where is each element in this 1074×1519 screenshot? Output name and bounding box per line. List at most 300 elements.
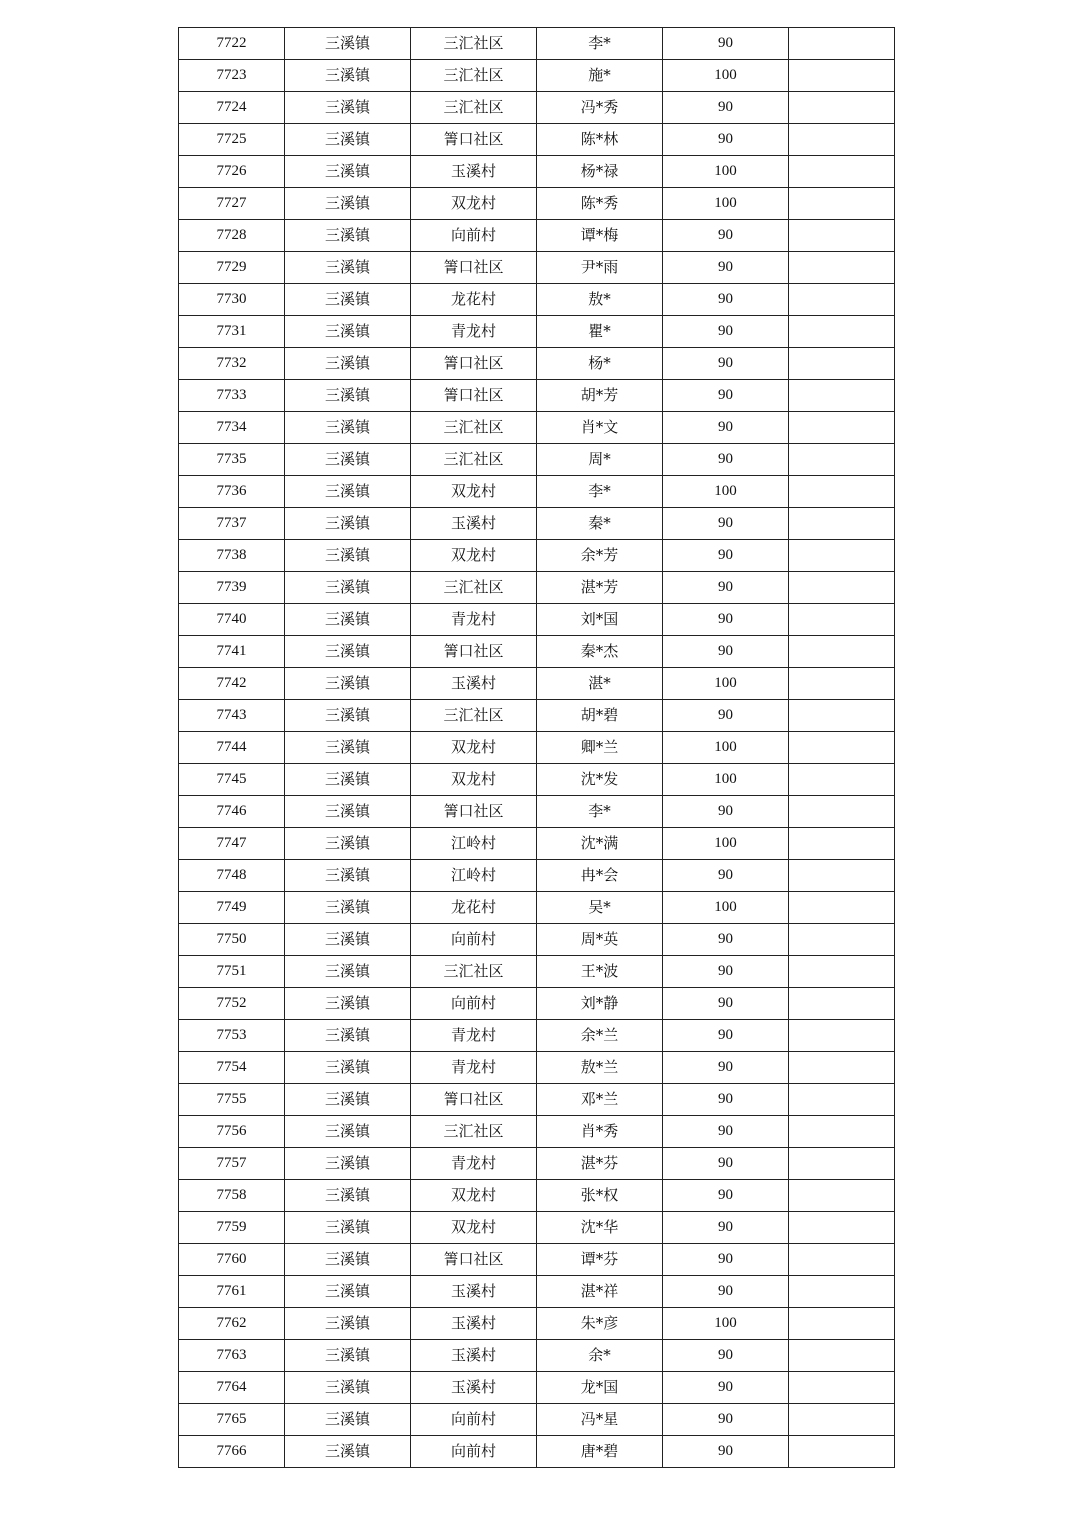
amount-cell: 90	[663, 1340, 789, 1372]
table-row	[179, 1020, 895, 1052]
name-cell: 沈*发	[537, 764, 663, 796]
remark-cell	[789, 316, 895, 348]
table-row	[179, 892, 895, 924]
village-cell: 箐口社区	[411, 636, 537, 668]
table-row	[179, 412, 895, 444]
village-cell: 龙花村	[411, 892, 537, 924]
remark-cell	[789, 572, 895, 604]
amount-cell: 90	[663, 540, 789, 572]
amount-cell: 90	[663, 572, 789, 604]
name-cell: 肖*秀	[537, 1116, 663, 1148]
roster-table-body	[179, 28, 895, 1468]
amount-cell: 100	[663, 732, 789, 764]
remark-cell	[789, 956, 895, 988]
table-row	[179, 28, 895, 60]
name-cell: 刘*国	[537, 604, 663, 636]
table-row	[179, 700, 895, 732]
table-row	[179, 1308, 895, 1340]
amount-cell: 90	[663, 284, 789, 316]
serial-number-cell: 7762	[179, 1308, 285, 1340]
table-row	[179, 860, 895, 892]
serial-number-cell: 7757	[179, 1148, 285, 1180]
village-cell: 三汇社区	[411, 444, 537, 476]
name-cell: 李*	[537, 28, 663, 60]
name-cell: 沈*华	[537, 1212, 663, 1244]
name-cell: 冉*会	[537, 860, 663, 892]
remark-cell	[789, 508, 895, 540]
town-cell: 三溪镇	[285, 796, 411, 828]
town-cell: 三溪镇	[285, 28, 411, 60]
remark-cell	[789, 60, 895, 92]
village-cell: 向前村	[411, 924, 537, 956]
serial-number-cell: 7756	[179, 1116, 285, 1148]
table-row	[179, 828, 895, 860]
village-cell: 箐口社区	[411, 1244, 537, 1276]
serial-number-cell: 7743	[179, 700, 285, 732]
amount-cell: 90	[663, 604, 789, 636]
amount-cell: 90	[663, 124, 789, 156]
serial-number-cell: 7750	[179, 924, 285, 956]
amount-cell: 90	[663, 316, 789, 348]
village-cell: 三汇社区	[411, 956, 537, 988]
remark-cell	[789, 380, 895, 412]
village-cell: 向前村	[411, 1436, 537, 1468]
village-cell: 三汇社区	[411, 92, 537, 124]
serial-number-cell: 7728	[179, 220, 285, 252]
remark-cell	[789, 924, 895, 956]
remark-cell	[789, 988, 895, 1020]
table-row	[179, 1276, 895, 1308]
amount-cell: 90	[663, 1244, 789, 1276]
village-cell: 玉溪村	[411, 1308, 537, 1340]
remark-cell	[789, 540, 895, 572]
amount-cell: 90	[663, 796, 789, 828]
town-cell: 三溪镇	[285, 1372, 411, 1404]
amount-cell: 90	[663, 348, 789, 380]
serial-number-cell: 7735	[179, 444, 285, 476]
name-cell: 杨*禄	[537, 156, 663, 188]
town-cell: 三溪镇	[285, 412, 411, 444]
village-cell: 箐口社区	[411, 124, 537, 156]
serial-number-cell: 7747	[179, 828, 285, 860]
amount-cell: 100	[663, 156, 789, 188]
serial-number-cell: 7766	[179, 1436, 285, 1468]
amount-cell: 90	[663, 1052, 789, 1084]
name-cell: 胡*芳	[537, 380, 663, 412]
name-cell: 周*	[537, 444, 663, 476]
serial-number-cell: 7734	[179, 412, 285, 444]
village-cell: 江岭村	[411, 860, 537, 892]
table-row	[179, 60, 895, 92]
table-row	[179, 796, 895, 828]
town-cell: 三溪镇	[285, 700, 411, 732]
town-cell: 三溪镇	[285, 1084, 411, 1116]
village-cell: 青龙村	[411, 1148, 537, 1180]
remark-cell	[789, 1308, 895, 1340]
amount-cell: 90	[663, 988, 789, 1020]
serial-number-cell: 7724	[179, 92, 285, 124]
town-cell: 三溪镇	[285, 476, 411, 508]
name-cell: 施*	[537, 60, 663, 92]
village-cell: 三汇社区	[411, 412, 537, 444]
table-row	[179, 1404, 895, 1436]
name-cell: 张*权	[537, 1180, 663, 1212]
serial-number-cell: 7732	[179, 348, 285, 380]
serial-number-cell: 7755	[179, 1084, 285, 1116]
village-cell: 向前村	[411, 220, 537, 252]
remark-cell	[789, 860, 895, 892]
table-row	[179, 508, 895, 540]
remark-cell	[789, 796, 895, 828]
table-row	[179, 956, 895, 988]
town-cell: 三溪镇	[285, 636, 411, 668]
amount-cell: 100	[663, 764, 789, 796]
serial-number-cell: 7729	[179, 252, 285, 284]
serial-number-cell: 7761	[179, 1276, 285, 1308]
village-cell: 双龙村	[411, 188, 537, 220]
table-row	[179, 156, 895, 188]
village-cell: 双龙村	[411, 1212, 537, 1244]
town-cell: 三溪镇	[285, 124, 411, 156]
remark-cell	[789, 604, 895, 636]
table-row	[179, 572, 895, 604]
village-cell: 三汇社区	[411, 1116, 537, 1148]
table-row	[179, 444, 895, 476]
town-cell: 三溪镇	[285, 892, 411, 924]
serial-number-cell: 7758	[179, 1180, 285, 1212]
village-cell: 玉溪村	[411, 668, 537, 700]
town-cell: 三溪镇	[285, 668, 411, 700]
amount-cell: 90	[663, 444, 789, 476]
name-cell: 余*芳	[537, 540, 663, 572]
serial-number-cell: 7752	[179, 988, 285, 1020]
town-cell: 三溪镇	[285, 1244, 411, 1276]
village-cell: 箐口社区	[411, 252, 537, 284]
village-cell: 双龙村	[411, 1180, 537, 1212]
name-cell: 刘*静	[537, 988, 663, 1020]
serial-number-cell: 7730	[179, 284, 285, 316]
amount-cell: 90	[663, 1180, 789, 1212]
table-row	[179, 476, 895, 508]
serial-number-cell: 7740	[179, 604, 285, 636]
amount-cell: 90	[663, 956, 789, 988]
village-cell: 箐口社区	[411, 380, 537, 412]
remark-cell	[789, 156, 895, 188]
town-cell: 三溪镇	[285, 316, 411, 348]
remark-cell	[789, 764, 895, 796]
name-cell: 卿*兰	[537, 732, 663, 764]
remark-cell	[789, 188, 895, 220]
name-cell: 秦*杰	[537, 636, 663, 668]
table-row	[179, 92, 895, 124]
town-cell: 三溪镇	[285, 252, 411, 284]
remark-cell	[789, 828, 895, 860]
table-row	[179, 1212, 895, 1244]
town-cell: 三溪镇	[285, 1308, 411, 1340]
village-cell: 三汇社区	[411, 60, 537, 92]
town-cell: 三溪镇	[285, 348, 411, 380]
village-cell: 双龙村	[411, 764, 537, 796]
serial-number-cell: 7737	[179, 508, 285, 540]
amount-cell: 90	[663, 1404, 789, 1436]
serial-number-cell: 7733	[179, 380, 285, 412]
remark-cell	[789, 1020, 895, 1052]
remark-cell	[789, 284, 895, 316]
table-row	[179, 1148, 895, 1180]
table-row	[179, 604, 895, 636]
remark-cell	[789, 28, 895, 60]
town-cell: 三溪镇	[285, 220, 411, 252]
village-cell: 三汇社区	[411, 700, 537, 732]
town-cell: 三溪镇	[285, 1212, 411, 1244]
name-cell: 湛*祥	[537, 1276, 663, 1308]
town-cell: 三溪镇	[285, 828, 411, 860]
village-cell: 向前村	[411, 988, 537, 1020]
name-cell: 湛*	[537, 668, 663, 700]
town-cell: 三溪镇	[285, 1052, 411, 1084]
town-cell: 三溪镇	[285, 1404, 411, 1436]
table-row	[179, 1084, 895, 1116]
serial-number-cell: 7738	[179, 540, 285, 572]
village-cell: 青龙村	[411, 1020, 537, 1052]
name-cell: 余*兰	[537, 1020, 663, 1052]
amount-cell: 90	[663, 508, 789, 540]
table-row	[179, 1244, 895, 1276]
name-cell: 陈*林	[537, 124, 663, 156]
name-cell: 沈*满	[537, 828, 663, 860]
table-row	[179, 636, 895, 668]
serial-number-cell: 7749	[179, 892, 285, 924]
serial-number-cell: 7742	[179, 668, 285, 700]
name-cell: 敖*兰	[537, 1052, 663, 1084]
village-cell: 双龙村	[411, 732, 537, 764]
remark-cell	[789, 412, 895, 444]
remark-cell	[789, 732, 895, 764]
town-cell: 三溪镇	[285, 1148, 411, 1180]
name-cell: 陈*秀	[537, 188, 663, 220]
serial-number-cell: 7741	[179, 636, 285, 668]
remark-cell	[789, 1116, 895, 1148]
serial-number-cell: 7765	[179, 1404, 285, 1436]
remark-cell	[789, 1340, 895, 1372]
amount-cell: 100	[663, 668, 789, 700]
name-cell: 龙*国	[537, 1372, 663, 1404]
remark-cell	[789, 124, 895, 156]
table-row	[179, 668, 895, 700]
serial-number-cell: 7745	[179, 764, 285, 796]
serial-number-cell: 7736	[179, 476, 285, 508]
table-row	[179, 1052, 895, 1084]
amount-cell: 90	[663, 924, 789, 956]
amount-cell: 90	[663, 1372, 789, 1404]
amount-cell: 90	[663, 252, 789, 284]
town-cell: 三溪镇	[285, 1116, 411, 1148]
remark-cell	[789, 1180, 895, 1212]
town-cell: 三溪镇	[285, 156, 411, 188]
name-cell: 敖*	[537, 284, 663, 316]
village-cell: 龙花村	[411, 284, 537, 316]
amount-cell: 90	[663, 1020, 789, 1052]
serial-number-cell: 7764	[179, 1372, 285, 1404]
table-row	[179, 1180, 895, 1212]
amount-cell: 90	[663, 380, 789, 412]
amount-cell: 90	[663, 700, 789, 732]
table-row	[179, 220, 895, 252]
town-cell: 三溪镇	[285, 1436, 411, 1468]
village-cell: 双龙村	[411, 540, 537, 572]
serial-number-cell: 7760	[179, 1244, 285, 1276]
amount-cell: 100	[663, 828, 789, 860]
serial-number-cell: 7746	[179, 796, 285, 828]
amount-cell: 90	[663, 1276, 789, 1308]
serial-number-cell: 7723	[179, 60, 285, 92]
name-cell: 吴*	[537, 892, 663, 924]
remark-cell	[789, 1212, 895, 1244]
town-cell: 三溪镇	[285, 92, 411, 124]
amount-cell: 90	[663, 1084, 789, 1116]
table-row	[179, 316, 895, 348]
amount-cell: 90	[663, 92, 789, 124]
table-row	[179, 988, 895, 1020]
name-cell: 周*英	[537, 924, 663, 956]
serial-number-cell: 7763	[179, 1340, 285, 1372]
amount-cell: 90	[663, 636, 789, 668]
serial-number-cell: 7731	[179, 316, 285, 348]
town-cell: 三溪镇	[285, 540, 411, 572]
village-cell: 玉溪村	[411, 1372, 537, 1404]
remark-cell	[789, 1084, 895, 1116]
serial-number-cell: 7722	[179, 28, 285, 60]
serial-number-cell: 7751	[179, 956, 285, 988]
remark-cell	[789, 476, 895, 508]
table-row	[179, 124, 895, 156]
town-cell: 三溪镇	[285, 1276, 411, 1308]
name-cell: 秦*	[537, 508, 663, 540]
name-cell: 王*波	[537, 956, 663, 988]
name-cell: 余*	[537, 1340, 663, 1372]
remark-cell	[789, 700, 895, 732]
amount-cell: 90	[663, 860, 789, 892]
remark-cell	[789, 892, 895, 924]
remark-cell	[789, 1244, 895, 1276]
name-cell: 湛*芳	[537, 572, 663, 604]
name-cell: 谭*梅	[537, 220, 663, 252]
roster-table	[178, 27, 895, 1468]
remark-cell	[789, 1372, 895, 1404]
table-row	[179, 924, 895, 956]
name-cell: 瞿*	[537, 316, 663, 348]
serial-number-cell: 7748	[179, 860, 285, 892]
village-cell: 向前村	[411, 1404, 537, 1436]
village-cell: 青龙村	[411, 604, 537, 636]
remark-cell	[789, 252, 895, 284]
amount-cell: 100	[663, 188, 789, 220]
town-cell: 三溪镇	[285, 508, 411, 540]
town-cell: 三溪镇	[285, 604, 411, 636]
amount-cell: 90	[663, 412, 789, 444]
amount-cell: 90	[663, 1212, 789, 1244]
town-cell: 三溪镇	[285, 188, 411, 220]
remark-cell	[789, 444, 895, 476]
serial-number-cell: 7759	[179, 1212, 285, 1244]
town-cell: 三溪镇	[285, 956, 411, 988]
remark-cell	[789, 636, 895, 668]
amount-cell: 90	[663, 1116, 789, 1148]
name-cell: 李*	[537, 476, 663, 508]
table-row	[179, 348, 895, 380]
town-cell: 三溪镇	[285, 444, 411, 476]
amount-cell: 90	[663, 220, 789, 252]
amount-cell: 100	[663, 892, 789, 924]
table-row	[179, 1372, 895, 1404]
remark-cell	[789, 1052, 895, 1084]
town-cell: 三溪镇	[285, 1180, 411, 1212]
town-cell: 三溪镇	[285, 1340, 411, 1372]
village-cell: 三汇社区	[411, 28, 537, 60]
table-row	[179, 380, 895, 412]
name-cell: 唐*碧	[537, 1436, 663, 1468]
town-cell: 三溪镇	[285, 572, 411, 604]
village-cell: 双龙村	[411, 476, 537, 508]
table-row	[179, 1436, 895, 1468]
serial-number-cell: 7727	[179, 188, 285, 220]
town-cell: 三溪镇	[285, 860, 411, 892]
remark-cell	[789, 1436, 895, 1468]
serial-number-cell: 7753	[179, 1020, 285, 1052]
table-row	[179, 252, 895, 284]
name-cell: 朱*彦	[537, 1308, 663, 1340]
amount-cell: 90	[663, 28, 789, 60]
village-cell: 三汇社区	[411, 572, 537, 604]
serial-number-cell: 7726	[179, 156, 285, 188]
village-cell: 青龙村	[411, 1052, 537, 1084]
serial-number-cell: 7744	[179, 732, 285, 764]
village-cell: 箐口社区	[411, 348, 537, 380]
amount-cell: 90	[663, 1148, 789, 1180]
table-row	[179, 1340, 895, 1372]
remark-cell	[789, 220, 895, 252]
name-cell: 冯*秀	[537, 92, 663, 124]
remark-cell	[789, 1148, 895, 1180]
remark-cell	[789, 1404, 895, 1436]
town-cell: 三溪镇	[285, 380, 411, 412]
remark-cell	[789, 92, 895, 124]
serial-number-cell: 7725	[179, 124, 285, 156]
name-cell: 李*	[537, 796, 663, 828]
name-cell: 冯*星	[537, 1404, 663, 1436]
village-cell: 箐口社区	[411, 796, 537, 828]
village-cell: 玉溪村	[411, 1340, 537, 1372]
name-cell: 尹*雨	[537, 252, 663, 284]
town-cell: 三溪镇	[285, 924, 411, 956]
table-row	[179, 284, 895, 316]
remark-cell	[789, 668, 895, 700]
remark-cell	[789, 1276, 895, 1308]
village-cell: 玉溪村	[411, 1276, 537, 1308]
town-cell: 三溪镇	[285, 1020, 411, 1052]
name-cell: 邓*兰	[537, 1084, 663, 1116]
village-cell: 箐口社区	[411, 1084, 537, 1116]
name-cell: 湛*芬	[537, 1148, 663, 1180]
serial-number-cell: 7739	[179, 572, 285, 604]
town-cell: 三溪镇	[285, 988, 411, 1020]
amount-cell: 100	[663, 1308, 789, 1340]
name-cell: 谭*芬	[537, 1244, 663, 1276]
table-row	[179, 732, 895, 764]
table-row	[179, 188, 895, 220]
town-cell: 三溪镇	[285, 284, 411, 316]
remark-cell	[789, 348, 895, 380]
